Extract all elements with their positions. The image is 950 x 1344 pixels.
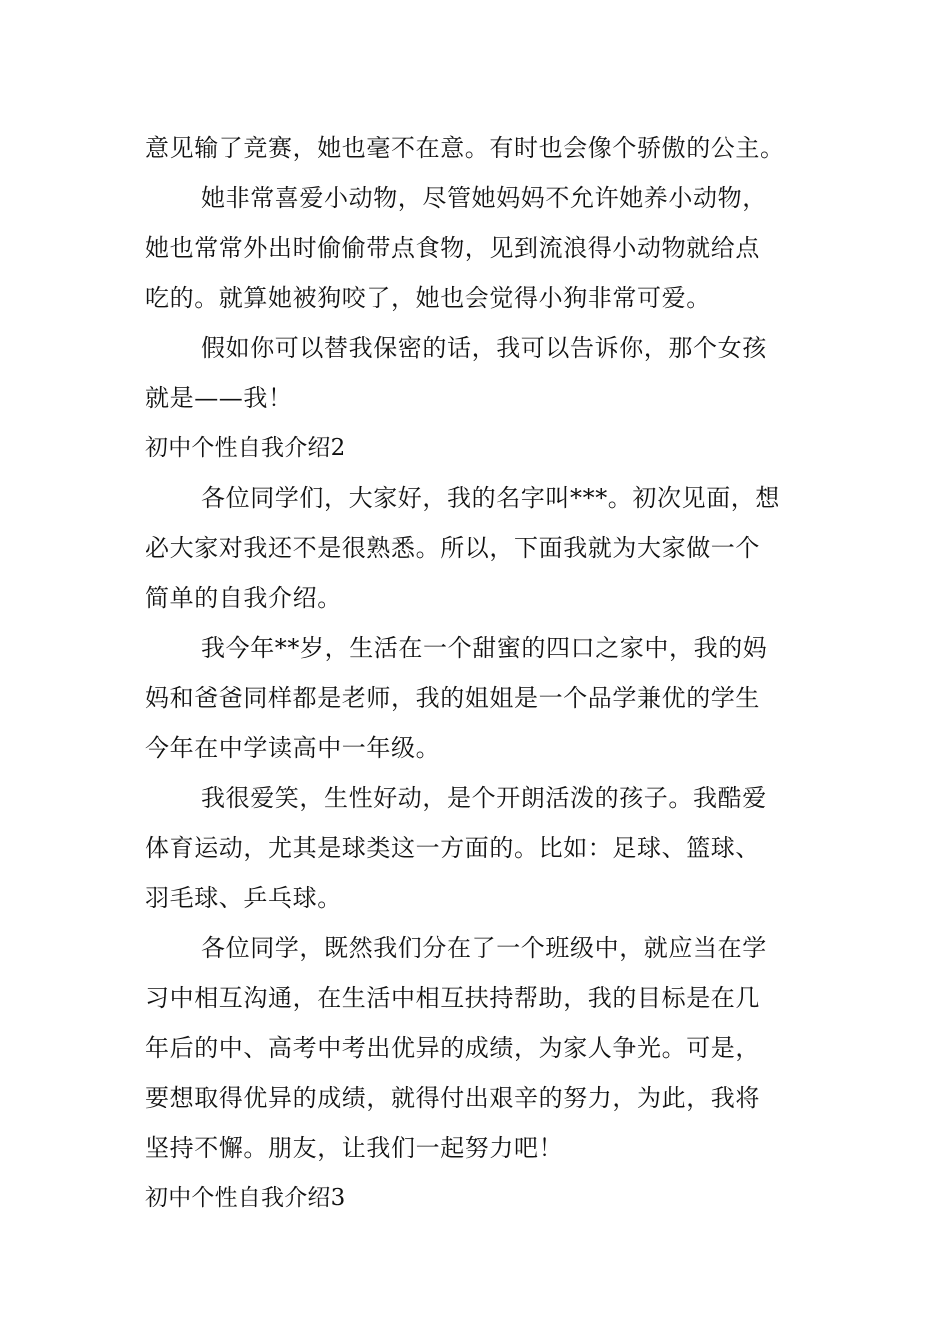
paragraph [145,923,810,1173]
paragraph-line: 体育运动，尤其是球类这一方面的。比如：足球、篮球、 [145,834,760,862]
paragraph [145,323,810,423]
paragraph [145,473,810,623]
paragraph-line: 她非常喜爱小动物，尽管她妈妈不允许她养小动物， [201,184,767,212]
paragraph [145,123,810,173]
paragraph-line: 必大家对我还不是很熟悉。所以，下面我就为大家做一个 [145,534,760,562]
paragraph-line: 意见输了竞赛，她也毫不在意。有时也会像个骄傲的公主。 [145,134,785,162]
paragraph-line: 各位同学，既然我们分在了一个班级中，就应当在学 [201,934,767,962]
paragraph [145,773,810,923]
paragraph-line: 要想取得优异的成绩，就得付出艰辛的努力，为此，我将 [145,1084,760,1112]
paragraph-line: 她也常常外出时偷偷带点食物，见到流浪得小动物就给点 [145,234,760,262]
paragraph [145,623,810,773]
paragraph-line: 妈和爸爸同样都是老师，我的姐姐是一个品学兼优的学生 [145,684,760,712]
paragraph-line: 年后的中、高考中考出优异的成绩，为家人争光。可是， [145,1034,760,1062]
paragraph-line: 坚持不懈。朋友，让我们一起努力吧！ [145,1134,564,1162]
paragraph-line: 就是——我！ [145,384,293,412]
paragraph-line: 假如你可以替我保密的话，我可以告诉你，那个女孩 [201,334,767,362]
paragraph-line: 我很爱笑，生性好动，是个开朗活泼的孩子。我酷爱 [201,784,767,812]
document-body [145,123,810,1223]
paragraph-line: 习中相互沟通，在生活中相互扶持帮助，我的目标是在几 [145,984,760,1012]
paragraph-line: 吃的。就算她被狗咬了，她也会觉得小狗非常可爱。 [145,284,711,312]
section-heading: 初中个性自我介绍3 [145,1185,346,1211]
paragraph-line: 简单的自我介绍。 [145,584,342,612]
paragraph-line: 今年在中学读高中一年级。 [145,734,441,762]
section-heading: 初中个性自我介绍2 [145,435,346,461]
paragraph [145,173,810,323]
paragraph-line: 我今年**岁，生活在一个甜蜜的四口之家中，我的妈 [201,634,768,662]
paragraph-line: 羽毛球、乒乓球。 [145,884,342,912]
paragraph-line: 各位同学们，大家好，我的名字叫***。初次见面，想 [201,484,780,512]
